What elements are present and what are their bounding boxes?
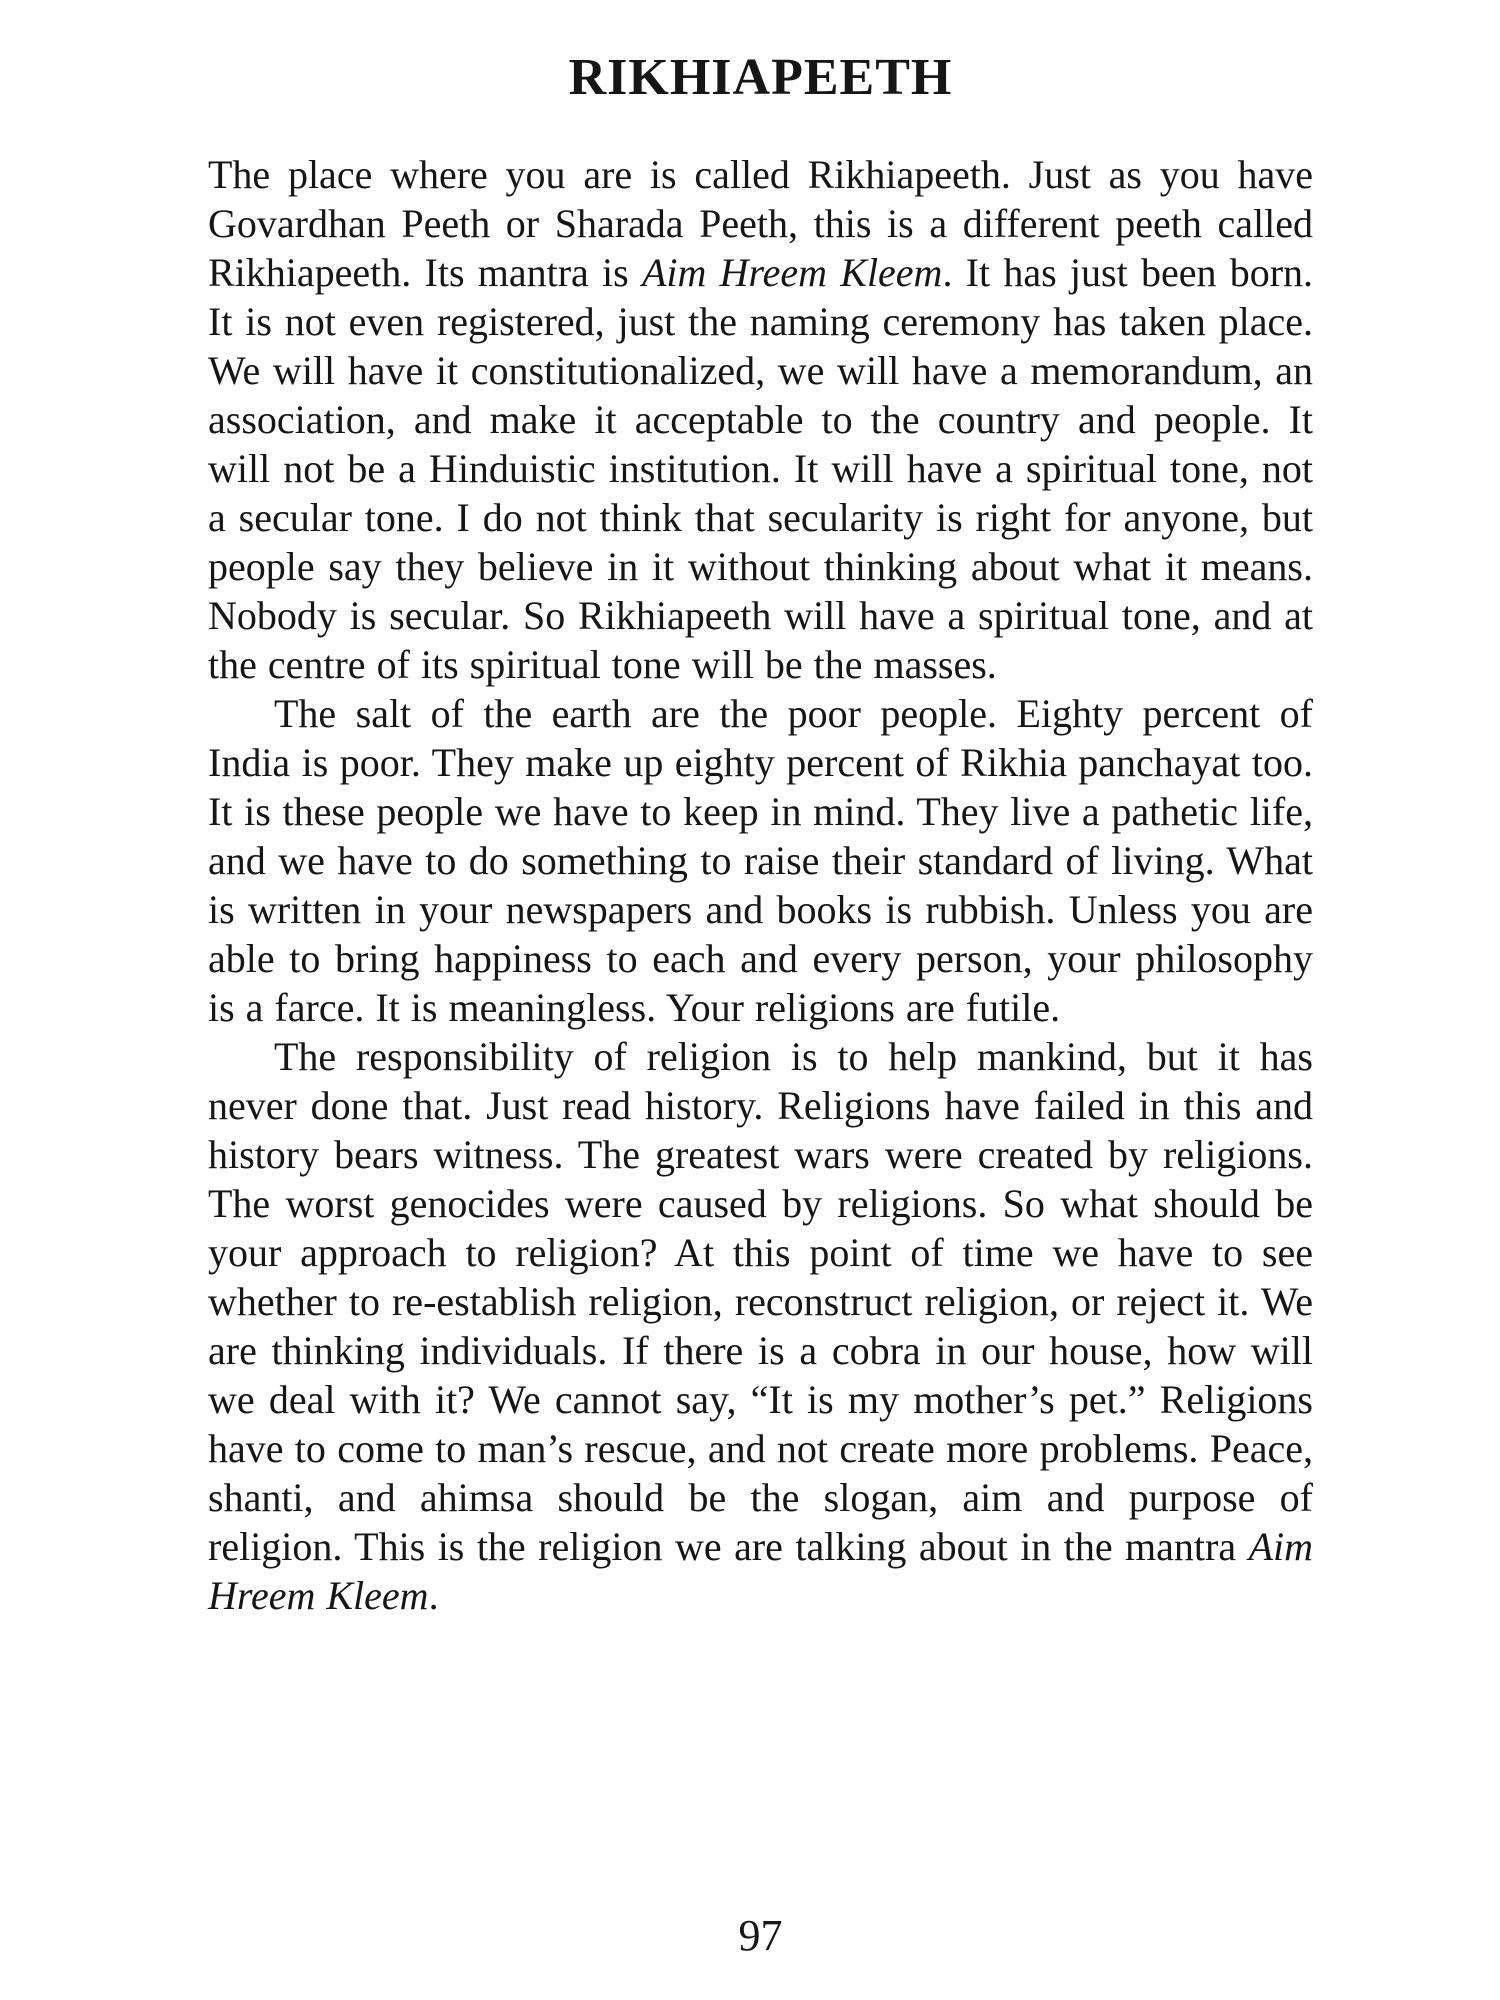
paragraph-1-segment-3: . It has just been born. It is not even registered, just the naming ceremony has taken place. We will have it constitutionalized, we will have a memorandum, an association, and make it acceptable to the country and people. It will not be a Hinduistic institution. It will have a spiritual tone, not a secular tone. I do not think that secularity is right for anyone, but people say they believe in it without thinking about what it means. Nobody is secular. So Rikhiapeeth will have a spiritual tone, and at the centre of its spiritual tone will be the masses. — [208, 250, 1314, 687]
paragraph-1 — [208, 150, 1313, 689]
page-number: 97 — [738, 1911, 783, 1960]
mantra-italic-2: Aim Hreem Kleem — [208, 1524, 1313, 1618]
paragraph-2 — [208, 689, 1313, 1032]
paragraph-3 — [208, 1032, 1313, 1620]
mantra-italic-1: Aim Hreem Kleem — [641, 250, 943, 295]
body-text — [208, 150, 1313, 1620]
paragraph-1-segment-1: The place where you are is called Rikhiapeeth. Just as you have Govardhan Peeth or Sharada Peeth, this is a different peeth called Rikhiapeeth. Its mantra is — [208, 152, 1313, 295]
paragraph-2-segment-1: The salt of the earth are the poor people. Eighty percent of India is poor. They make up eighty percent of Rikhia panchayat too. It is these people we have to keep in mind. They live a pathetic life, and we have to do something to raise their standard of living. What is written in your newspapers and books is rubbish. Unless you are able to bring happiness to each and every person, your philosophy is a farce. It is meaningless. Your religions are futile. — [208, 691, 1313, 1030]
paragraph-3-segment-3: . — [428, 1573, 439, 1618]
paragraph-3-segment-1: The responsibility of religion is to help mankind, but it has never done that. Just read history. Religions have failed in this and history bears witness. The greatest wars were created by religions. The worst genocides were caused by religions. So what should be your approach to religion? At this point of time we have to see whether to re-establish religion, reconstruct religion, or reject it. We are thinking individuals. If there is a cobra in our house, how will we deal with it? We cannot say, “It is my mother’s pet.” Religions have to come to man’s rescue, and not create more problems. Peace, shanti, and ahimsa should be the slogan, aim and purpose of religion. This is the religion we are talking about in the mantra — [208, 1034, 1313, 1569]
chapter-title: RIKHIAPEETH — [568, 49, 953, 106]
